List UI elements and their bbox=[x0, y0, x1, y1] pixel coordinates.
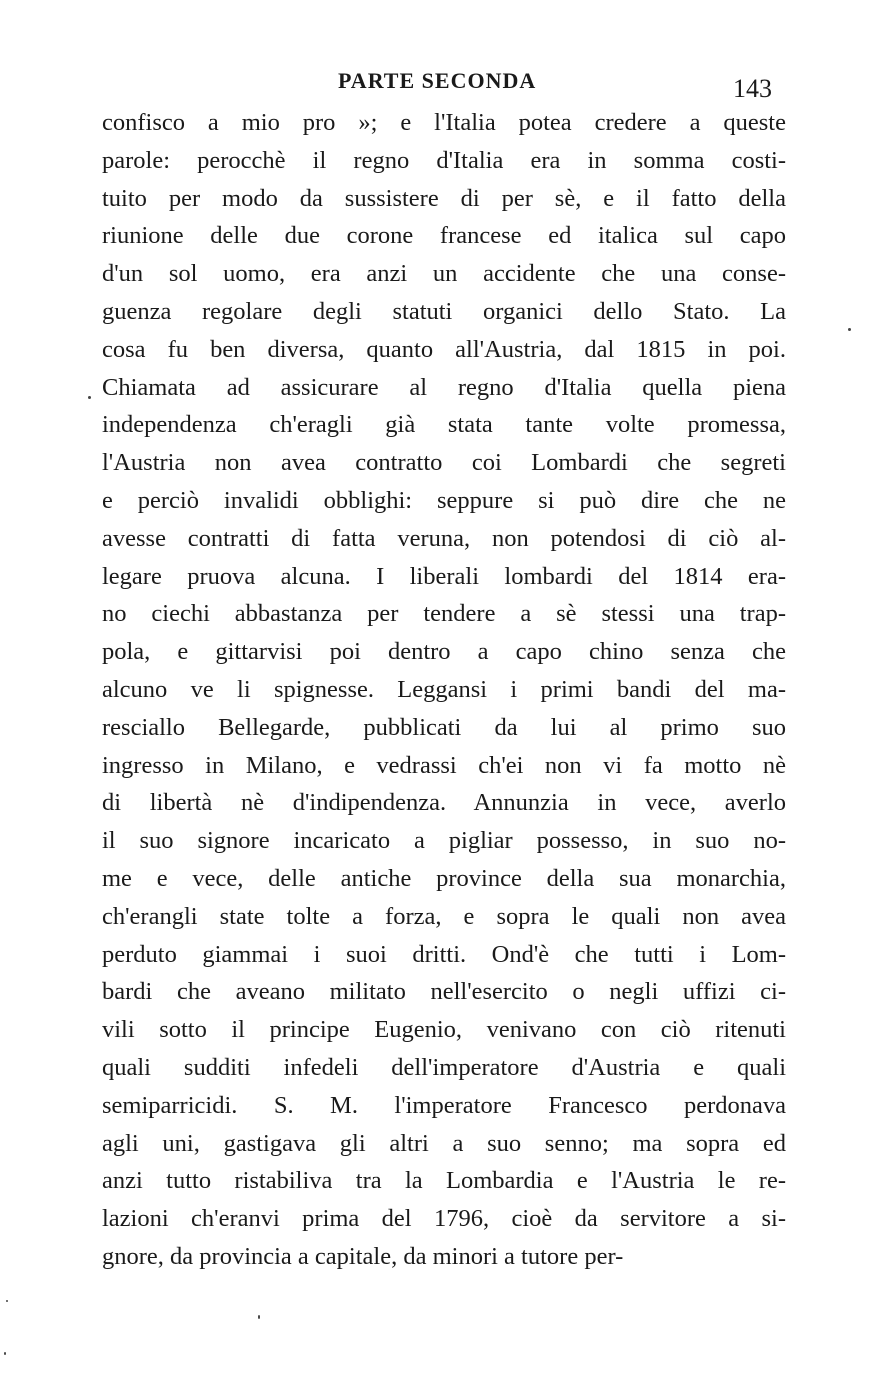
text-line: semiparricidi. S. M. l'imperatore Francesco perdonava bbox=[102, 1091, 786, 1119]
scan-speck bbox=[4, 1352, 6, 1355]
scan-speck bbox=[258, 1315, 260, 1319]
text-line: l'Austria non avea contratto coi Lombardi che segreti bbox=[102, 449, 786, 477]
scan-speck bbox=[6, 1300, 8, 1302]
text-line: ch'erangli state tolte a forza, e sopra le quali non avea bbox=[102, 902, 786, 930]
text-line: parole: perocchè il regno d'Italia era in somma costi- bbox=[102, 146, 786, 174]
text-line: gnore, da provincia a capitale, da minori a tutore per- bbox=[102, 1242, 624, 1270]
text-line: d'un sol uomo, era anzi un accidente che una conse- bbox=[102, 260, 786, 288]
text-line: agli uni, gastigava gli altri a suo senno; ma sopra ed bbox=[102, 1129, 786, 1157]
text-line: resciallo Bellegarde, pubblicati da lui al primo suo bbox=[102, 713, 786, 741]
text-line: bardi che aveano militato nell'esercito o negli uffizi ci- bbox=[102, 978, 786, 1006]
text-line: avesse contratti di fatta veruna, non potendosi di ciò al- bbox=[102, 524, 786, 552]
body-text bbox=[102, 104, 786, 1276]
text-line: riunione delle due corone francese ed italica sul capo bbox=[102, 222, 786, 250]
text-line: pola, e gittarvisi poi dentro a capo chino senza che bbox=[102, 638, 786, 666]
text-line: perduto giammai i suoi dritti. Ond'è che tutti i Lom- bbox=[102, 940, 786, 968]
page-number: 143 bbox=[733, 74, 772, 103]
text-line: vili sotto il principe Eugenio, venivano con ciò ritenuti bbox=[102, 1016, 786, 1044]
text-line: anzi tutto ristabiliva tra la Lombardia e l'Austria le re- bbox=[102, 1167, 786, 1195]
text-line: no ciechi abbastanza per tendere a sè stessi una trap- bbox=[102, 600, 786, 628]
scan-speck bbox=[848, 328, 851, 331]
text-line: cosa fu ben diversa, quanto all'Austria, dal 1815 in poi. bbox=[102, 335, 786, 363]
text-line: tuito per modo da sussistere di per sè, e il fatto della bbox=[102, 184, 786, 212]
text-line: confisco a mio pro »; e l'Italia potea credere a queste bbox=[102, 109, 786, 136]
text-line: ingresso in Milano, e vedrassi ch'ei non vi fa motto nè bbox=[102, 751, 786, 779]
text-line: il suo signore incaricato a pigliar possesso, in suo no- bbox=[102, 827, 786, 855]
text-line: independenza ch'eragli già stata tante volte promessa, bbox=[102, 411, 786, 439]
text-line: guenza regolare degli statuti organici dello Stato. La bbox=[102, 297, 786, 325]
text-line: me e vece, delle antiche province della sua monarchia, bbox=[102, 864, 786, 892]
running-header: PARTE SECONDA bbox=[338, 68, 537, 93]
text-line: lazioni ch'eranvi prima del 1796, cioè da servitore a si- bbox=[102, 1205, 786, 1233]
text-line: di libertà nè d'indipendenza. Annunzia in vece, averlo bbox=[102, 789, 786, 817]
text-line: quali sudditi infedeli dell'imperatore d'Austria e quali bbox=[102, 1053, 786, 1081]
text-line: Chiamata ad assicurare al regno d'Italia quella piena bbox=[102, 373, 786, 401]
text-line: alcuno ve li spignesse. Leggansi i primi bandi del ma- bbox=[102, 675, 786, 703]
text-line: legare pruova alcuna. I liberali lombardi del 1814 era- bbox=[102, 562, 786, 590]
text-line: e perciò invalidi obblighi: seppure si può dire che ne bbox=[102, 486, 786, 514]
scan-speck bbox=[88, 396, 91, 399]
